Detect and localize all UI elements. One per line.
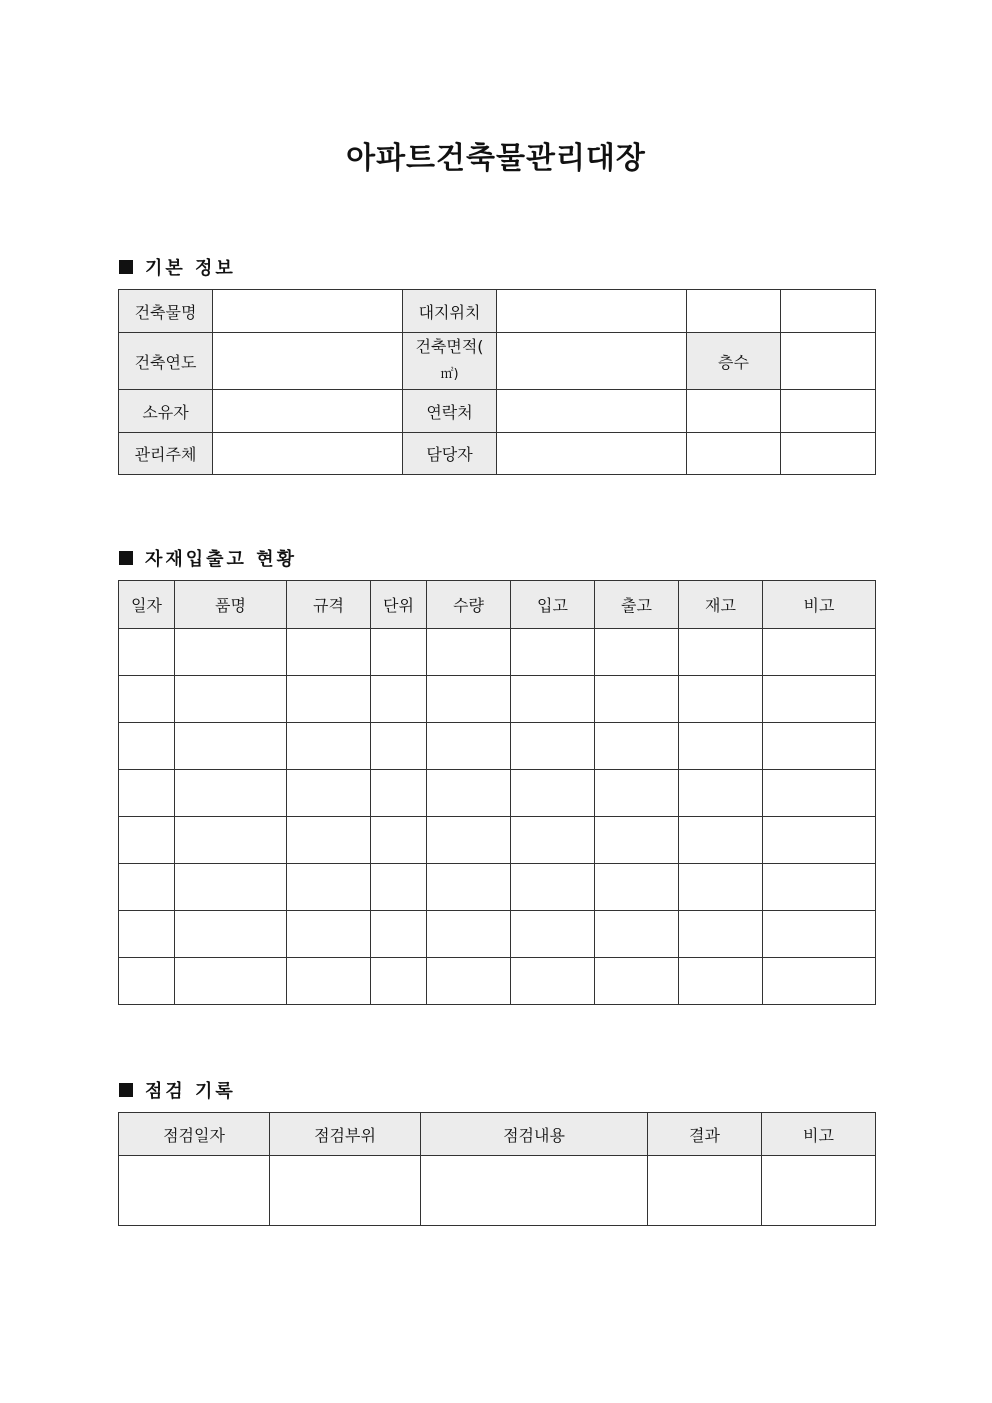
table-cell[interactable] [371, 723, 427, 770]
table-cell[interactable] [763, 629, 876, 676]
table-cell[interactable] [175, 676, 287, 723]
table-cell[interactable] [762, 1156, 876, 1226]
table-cell[interactable] [763, 723, 876, 770]
field-floors[interactable] [781, 333, 876, 390]
table-row [119, 723, 876, 770]
column-header: 수량 [427, 581, 511, 629]
table-cell[interactable] [595, 958, 679, 1005]
table-cell[interactable] [763, 676, 876, 723]
column-header: 일자 [119, 581, 175, 629]
table-cell[interactable] [679, 629, 763, 676]
square-bullet-icon [119, 260, 133, 274]
table-row [119, 390, 876, 433]
field-blank[interactable] [781, 290, 876, 333]
table-cell[interactable] [511, 676, 595, 723]
table-cell[interactable] [175, 770, 287, 817]
table-row [119, 629, 876, 676]
table-cell[interactable] [679, 817, 763, 864]
table-cell[interactable] [119, 817, 175, 864]
table-cell[interactable] [119, 1156, 270, 1226]
table-cell[interactable] [287, 911, 371, 958]
table-cell[interactable] [287, 723, 371, 770]
table-cell[interactable] [371, 629, 427, 676]
table-cell[interactable] [595, 629, 679, 676]
table-cell[interactable] [371, 911, 427, 958]
column-header: 재고 [679, 581, 763, 629]
field-blank[interactable] [781, 433, 876, 475]
basic-info-table [118, 289, 876, 475]
table-cell[interactable] [763, 864, 876, 911]
table-cell[interactable] [511, 911, 595, 958]
column-header: 규격 [287, 581, 371, 629]
table-row [119, 864, 876, 911]
section-title: 자재입출고 현황 [145, 549, 297, 570]
label-building-area-line2: ㎡) [440, 367, 459, 382]
column-header: 품명 [175, 581, 287, 629]
table-cell[interactable] [679, 958, 763, 1005]
table-row [119, 290, 876, 333]
table-cell[interactable] [119, 629, 175, 676]
label-site-location: 대지위치 [403, 290, 497, 333]
table-cell[interactable] [287, 770, 371, 817]
field-blank[interactable] [781, 390, 876, 433]
column-header: 점검내용 [421, 1113, 648, 1156]
table-cell[interactable] [427, 817, 511, 864]
label-building-area [403, 333, 497, 390]
inspection-table [118, 1112, 876, 1226]
table-cell[interactable] [763, 911, 876, 958]
label-owner: 소유자 [119, 390, 213, 433]
table-header-row [119, 1113, 876, 1156]
table-cell[interactable] [511, 723, 595, 770]
table-cell[interactable] [175, 817, 287, 864]
table-cell[interactable] [595, 723, 679, 770]
column-header: 비고 [762, 1113, 876, 1156]
table-cell[interactable] [119, 723, 175, 770]
table-cell[interactable] [511, 817, 595, 864]
field-construction-year[interactable] [213, 333, 403, 390]
table-cell[interactable] [175, 723, 287, 770]
table-cell[interactable] [287, 817, 371, 864]
column-header: 결과 [648, 1113, 762, 1156]
table-cell[interactable] [595, 864, 679, 911]
field-building-name[interactable] [213, 290, 403, 333]
table-cell[interactable] [175, 911, 287, 958]
table-cell[interactable] [427, 864, 511, 911]
table-cell[interactable] [427, 676, 511, 723]
field-owner[interactable] [213, 390, 403, 433]
table-row [119, 911, 876, 958]
table-cell[interactable] [679, 676, 763, 723]
page-title: 아파트건축물관리대장 [346, 141, 646, 176]
table-cell[interactable] [427, 770, 511, 817]
label-management: 관리주체 [119, 433, 213, 475]
label-floors: 층수 [687, 333, 781, 390]
table-cell[interactable] [175, 864, 287, 911]
table-cell[interactable] [371, 676, 427, 723]
table-cell[interactable] [511, 864, 595, 911]
column-header: 입고 [511, 581, 595, 629]
table-cell[interactable] [287, 958, 371, 1005]
field-building-area[interactable] [497, 333, 687, 390]
column-header: 비고 [763, 581, 876, 629]
square-bullet-icon [119, 1083, 133, 1097]
table-cell[interactable] [511, 770, 595, 817]
materials-table [118, 580, 876, 1005]
field-blank[interactable] [687, 433, 781, 475]
section-title: 기본 정보 [145, 258, 236, 279]
table-cell[interactable] [371, 958, 427, 1005]
table-cell[interactable] [175, 629, 287, 676]
table-row [119, 676, 876, 723]
column-header: 출고 [595, 581, 679, 629]
table-row [119, 433, 876, 475]
section-title: 점검 기록 [145, 1081, 236, 1102]
table-cell[interactable] [427, 958, 511, 1005]
table-header-row [119, 581, 876, 629]
table-cell[interactable] [679, 723, 763, 770]
table-cell[interactable] [371, 864, 427, 911]
table-cell[interactable] [119, 864, 175, 911]
table-cell[interactable] [175, 958, 287, 1005]
table-cell[interactable] [119, 911, 175, 958]
column-header: 점검일자 [119, 1113, 270, 1156]
table-cell[interactable] [595, 911, 679, 958]
field-person-in-charge[interactable] [497, 433, 687, 475]
table-cell[interactable] [287, 676, 371, 723]
table-row [119, 770, 876, 817]
column-header: 단위 [371, 581, 427, 629]
table-cell[interactable] [119, 676, 175, 723]
table-cell[interactable] [287, 864, 371, 911]
label-contact: 연락처 [403, 390, 497, 433]
table-cell[interactable] [427, 723, 511, 770]
table-cell[interactable] [427, 629, 511, 676]
table-row [119, 333, 876, 390]
square-bullet-icon [119, 551, 133, 565]
table-cell[interactable] [679, 911, 763, 958]
table-row [119, 958, 876, 1005]
table-row [119, 817, 876, 864]
table-cell[interactable] [119, 770, 175, 817]
column-header: 점검부위 [270, 1113, 421, 1156]
table-cell[interactable] [427, 911, 511, 958]
section-heading-basic [119, 254, 236, 280]
table-cell[interactable] [595, 770, 679, 817]
table-cell[interactable] [679, 864, 763, 911]
field-site-location[interactable] [497, 290, 687, 333]
table-cell[interactable] [270, 1156, 421, 1226]
table-cell[interactable] [511, 629, 595, 676]
table-cell[interactable] [595, 817, 679, 864]
table-cell[interactable] [595, 676, 679, 723]
table-cell[interactable] [763, 770, 876, 817]
section-heading-inspection [119, 1077, 236, 1103]
table-cell[interactable] [371, 817, 427, 864]
table-cell[interactable] [119, 958, 175, 1005]
section-heading-materials [119, 545, 297, 571]
label-building-area-line1: 건축면적( [415, 337, 484, 356]
table-cell[interactable] [421, 1156, 648, 1226]
table-cell[interactable] [763, 958, 876, 1005]
table-cell[interactable] [371, 770, 427, 817]
table-cell[interactable] [679, 770, 763, 817]
field-management[interactable] [213, 433, 403, 475]
label-building-name: 건축물명 [119, 290, 213, 333]
table-row [119, 1156, 876, 1226]
field-contact[interactable] [497, 390, 687, 433]
table-cell[interactable] [648, 1156, 762, 1226]
field-blank[interactable] [687, 290, 781, 333]
field-blank[interactable] [687, 390, 781, 433]
label-construction-year: 건축연도 [119, 333, 213, 390]
label-person-in-charge: 담당자 [403, 433, 497, 475]
table-cell[interactable] [763, 817, 876, 864]
table-cell[interactable] [287, 629, 371, 676]
table-cell[interactable] [511, 958, 595, 1005]
